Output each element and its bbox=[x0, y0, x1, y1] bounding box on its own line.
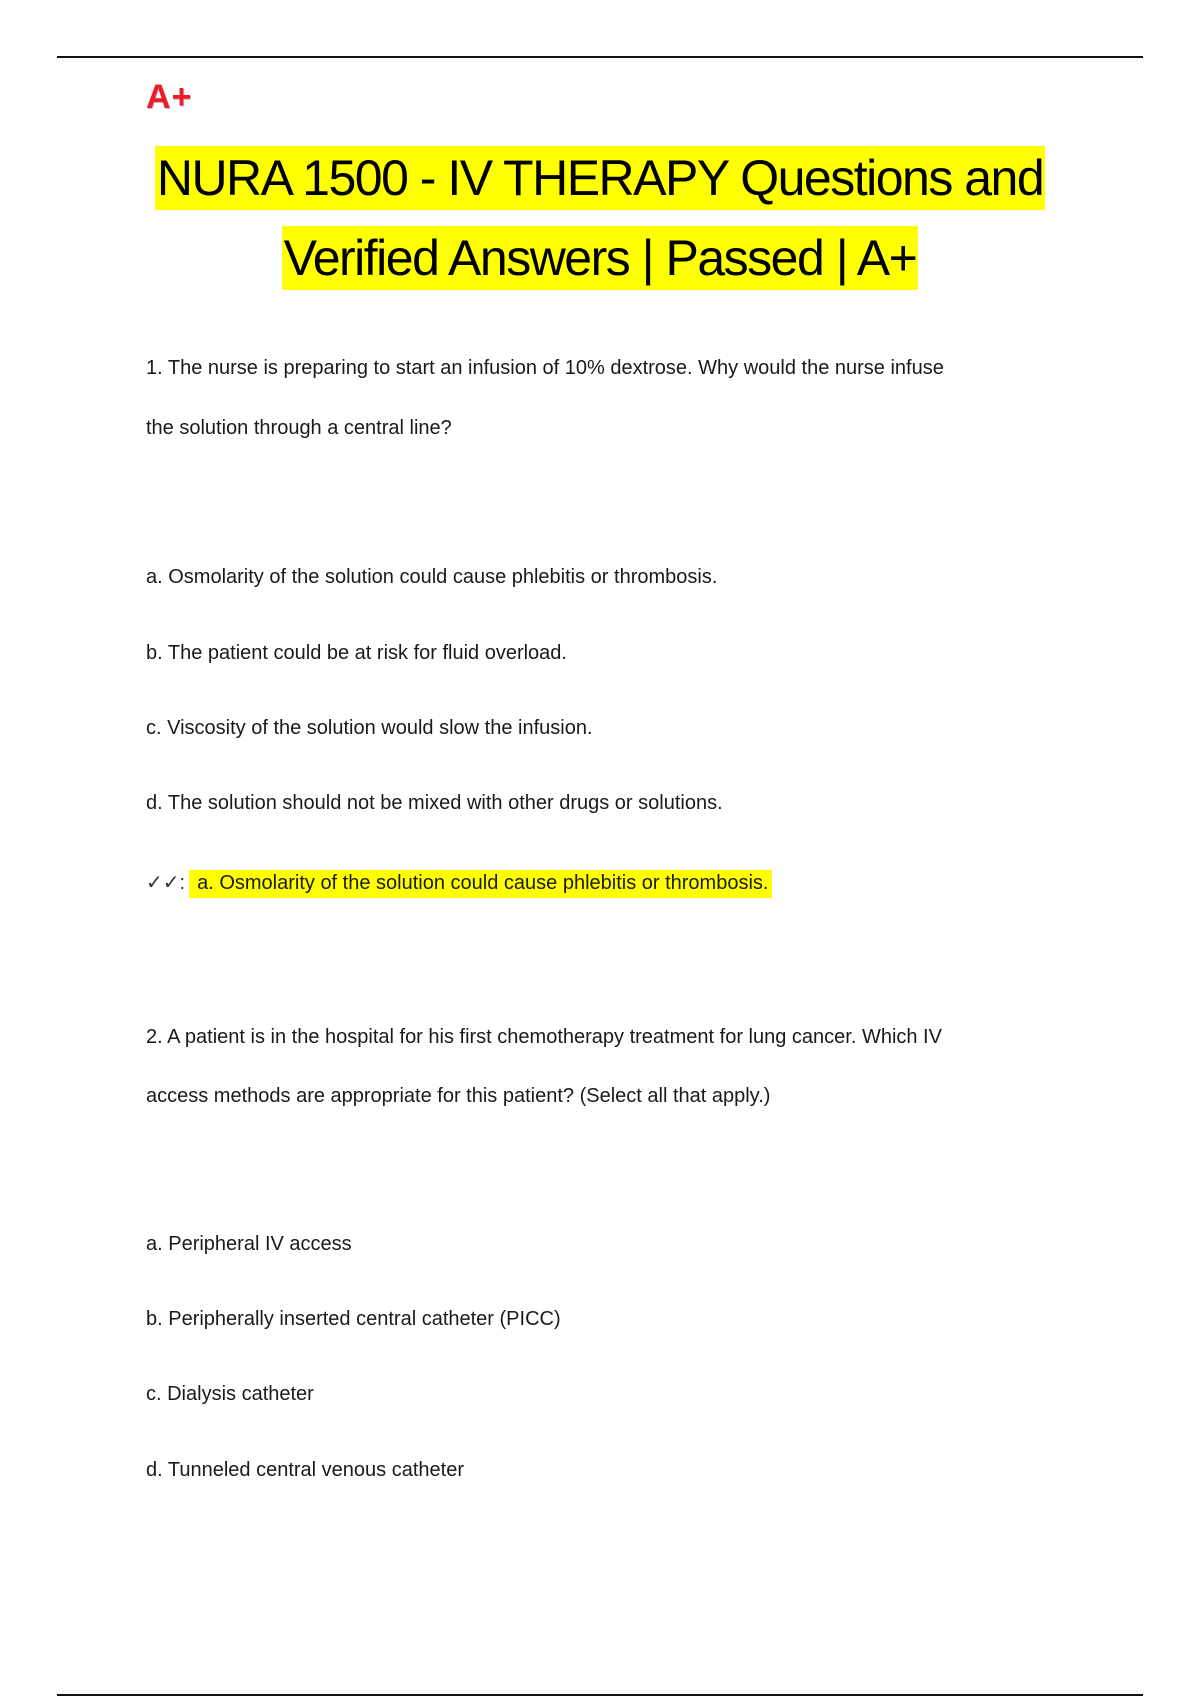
bottom-rule bbox=[57, 1694, 1143, 1696]
question-2-stem-line-1: 2. A patient is in the hospital for his first chemotherapy treatment for lung cancer. Which IV bbox=[146, 1026, 942, 1048]
question-2-option-d: d. Tunneled central venous catheter bbox=[146, 1459, 464, 1481]
question-2-stem-line-2: access methods are appropriate for this patient? (Select all that apply.) bbox=[146, 1085, 771, 1107]
question-1-option-d: d. The solution should not be mixed with other drugs or solutions. bbox=[146, 792, 723, 814]
question-1-stem-line-1: 1. The nurse is preparing to start an infusion of 10% dextrose. Why would the nurse infuse bbox=[146, 357, 944, 379]
double-check-icon: ✓✓: bbox=[146, 872, 186, 894]
title-line-2: Verified Answers | Passed | A+ bbox=[282, 226, 919, 290]
document-title bbox=[0, 138, 1200, 298]
top-rule bbox=[57, 56, 1143, 58]
question-1-answer-text: a. Osmolarity of the solution could cause phlebitis or thrombosis. bbox=[189, 870, 772, 898]
question-2-option-b: b. Peripherally inserted central catheter (PICC) bbox=[146, 1308, 561, 1330]
question-1-answer bbox=[146, 870, 1066, 895]
question-2-option-a: a. Peripheral IV access bbox=[146, 1233, 352, 1255]
question-1-option-b: b. The patient could be at risk for fluid overload. bbox=[146, 642, 567, 664]
title-line-1: NURA 1500 - IV THERAPY Questions and bbox=[155, 146, 1045, 210]
grade-mark: A+ bbox=[146, 78, 193, 116]
question-1-stem-line-2: the solution through a central line? bbox=[146, 417, 452, 439]
question-1-option-a: a. Osmolarity of the solution could cause phlebitis or thrombosis. bbox=[146, 566, 718, 588]
question-1-option-c: c. Viscosity of the solution would slow the infusion. bbox=[146, 717, 593, 739]
question-2-option-c: c. Dialysis catheter bbox=[146, 1383, 314, 1405]
